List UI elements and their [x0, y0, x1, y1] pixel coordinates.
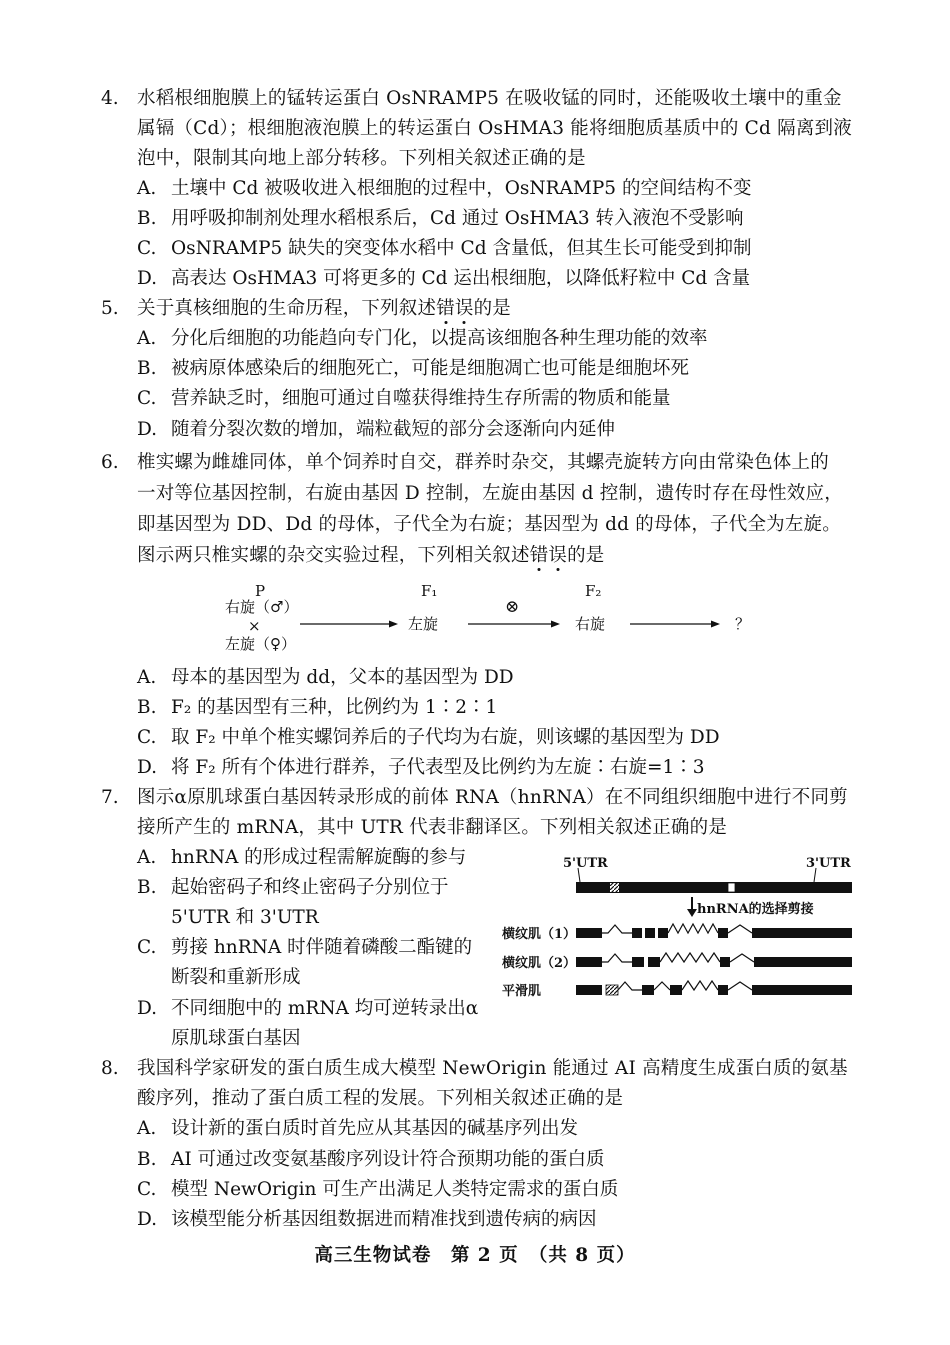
option-letter: C.: [137, 388, 157, 409]
question-stem-line: 接所产生的 mRNA，其中 UTR 代表非翻译区。下列相关叙述正确的是: [137, 817, 728, 838]
question-number: 8.: [101, 1058, 119, 1079]
stem-text: 的是: [473, 298, 512, 319]
stem-text: 关于真核细胞的生命历程，下列叙述: [137, 298, 437, 319]
option-letter: B.: [137, 208, 157, 229]
question-stem-line: 我国科学家研发的蛋白质生成大模型 NewOrigin 能通过 AI 高精度生成蛋白质的氨基: [137, 1058, 848, 1079]
emphasized-text: 误: [548, 545, 568, 566]
option-text: AI 可通过改变氨基酸序列设计符合预期功能的蛋白质: [171, 1149, 605, 1170]
question-number: 7.: [101, 787, 119, 808]
option-text: 母本的基因型为 dd，父本的基因型为 DD: [171, 667, 514, 688]
option-text: OsNRAMP5 缺失的突变体水稻中 Cd 含量低，但其生长可能受到抑制: [171, 238, 752, 259]
question-stem-line: 泡中，限制其向地上部分转移。下列相关叙述正确的是: [137, 148, 586, 169]
option-text: 剪接 hnRNA 时伴随着磷酸二酯键的: [171, 937, 473, 958]
option-letter: D.: [137, 419, 158, 440]
option-text: hnRNA 的形成过程需解旋酶的参与: [171, 847, 467, 868]
option-b: [137, 876, 449, 900]
option-text: 取 F₂ 中单个椎实螺饲养后的子代均为右旋，则该螺的基因型为 DD: [171, 727, 720, 748]
option-text: 用呼吸抑制剂处理水稻根系后，Cd 通过 OsHMA3 转入液泡不受影响: [171, 208, 744, 229]
option-letter: B.: [137, 358, 157, 379]
option-text: 不同细胞中的 mRNA 均可逆转录出α: [171, 998, 479, 1019]
utr3-label: 3'UTR: [806, 856, 851, 871]
option-text: 土壤中 Cd 被吸收进入根细胞的过程中，OsNRAMP5 的空间结构不变: [171, 178, 752, 199]
splicing-diagram: [570, 866, 860, 1006]
option-letter: C.: [137, 238, 157, 259]
option-c-continued: 断裂和重新形成: [171, 967, 301, 988]
option-letter: B.: [137, 1149, 157, 1170]
emphasized-text: 错: [529, 545, 549, 566]
option-text: 该模型能分析基因组数据进而精准找到遗传病的病因: [171, 1209, 597, 1230]
splice-label: hnRNA的选择剪接: [697, 902, 814, 917]
option-text: F₂ 的基因型有三种，比例约为 1∶2∶1: [171, 697, 498, 718]
f1-label: F₁: [421, 582, 438, 600]
mrna-row-striated-2: [576, 953, 852, 967]
option-letter: A.: [137, 667, 157, 688]
question-stem-line: 属镉（Cd）；根细胞液泡膜上的转运蛋白 OsHMA3 能将细胞质基质中的 Cd 隔离到液: [137, 118, 852, 139]
emphasized-text: 误: [454, 298, 474, 319]
question-stem-line: 即基因型为 DD、Dd 的母体，子代全为右旋；基因型为 dd 的母体，子代全为左旋。: [137, 514, 841, 535]
option-b: [137, 696, 497, 720]
self-cross-symbol: ⊗: [505, 597, 520, 617]
option-letter: D.: [137, 998, 158, 1019]
option-a: [137, 846, 466, 870]
stem-text: 图示两只椎实螺的杂交实验过程，下列相关叙述: [137, 545, 530, 566]
option-letter: B.: [137, 877, 157, 898]
option-letter: D.: [137, 1209, 158, 1230]
p-female-phenotype: 左旋（♀）: [225, 635, 296, 653]
row-label-striated-2: 横纹肌（2）: [502, 956, 577, 971]
option-text: 将 F₂ 所有个体进行群养，子代表型及比例约为左旋∶右旋=1∶3: [171, 757, 705, 778]
option-letter: A.: [137, 178, 157, 199]
option-c: [137, 936, 472, 960]
option-letter: A.: [137, 328, 157, 349]
question-number: 6.: [101, 452, 119, 473]
option-letter: D.: [137, 757, 158, 778]
question-stem-line: 椎实螺为雌雄同体，单个饲养时自交，群养时杂交，其螺壳旋转方向由常染色体上的: [137, 452, 829, 473]
emphasized-text: 错: [436, 298, 455, 319]
option-d: [137, 756, 705, 780]
option-text: 高表达 OsHMA3 可将更多的 Cd 运出根细胞，以降低籽粒中 Cd 含量: [171, 268, 751, 289]
option-letter: C.: [137, 937, 157, 958]
stem-text: 的是: [567, 545, 605, 566]
option-text: 被病原体感染后的细胞死亡，可能是细胞凋亡也可能是细胞坏死: [171, 358, 690, 379]
row-label-striated-1: 横纹肌（1）: [502, 927, 577, 942]
option-c: [137, 1178, 618, 1202]
page-footer: 高三生物试卷 第 2 页 （共 8 页）: [314, 1245, 636, 1266]
option-letter: C.: [137, 1179, 157, 1200]
option-letter: D.: [137, 268, 158, 289]
option-d-continued: 原肌球蛋白基因: [171, 1028, 301, 1049]
row-label-smooth: 平滑肌: [502, 984, 542, 999]
option-text: 营养缺乏时，细胞可通过自噬获得维持生存所需的物质和能量: [171, 388, 671, 409]
option-text: 设计新的蛋白质时首先应从其基因的碱基序列出发: [171, 1118, 579, 1139]
f2-label: F₂: [585, 582, 602, 600]
question-number: 5.: [101, 298, 119, 319]
option-b-continued: 5'UTR 和 3'UTR: [171, 907, 319, 928]
utr5-label: 5'UTR: [563, 856, 608, 871]
option-text: 模型 NewOrigin 可生产出满足人类特定需求的蛋白质: [171, 1179, 619, 1200]
option-d: [137, 997, 478, 1021]
cross-symbol: ×: [248, 617, 261, 635]
option-letter: C.: [137, 727, 157, 748]
option-a: [137, 666, 514, 690]
option-c: [137, 726, 720, 750]
option-text: 起始密码子和终止密码子分别位于: [171, 877, 449, 898]
question-stem-line: 一对等位基因控制，右旋由基因 D 控制，左旋由基因 d 控制，遗传时存在母性效应，: [137, 483, 843, 504]
question-stem-line: 水稻根细胞膜上的锰转运蛋白 OsNRAMP5 在吸收锰的同时，还能吸收土壤中的重金: [137, 88, 842, 109]
question-stem-line: 酸序列，推动了蛋白质工程的发展。下列相关叙述正确的是: [137, 1088, 624, 1109]
question-stem-line: 图示α原肌球蛋白基因转录形成的前体 RNA（hnRNA）在不同组织细胞中进行不同剪: [137, 787, 848, 808]
option-d: [137, 1208, 597, 1232]
option-letter: B.: [137, 697, 157, 718]
option-text: 随着分裂次数的增加，端粒截短的部分会逐渐向内延伸: [171, 419, 616, 440]
option-letter: A.: [137, 1118, 157, 1139]
option-a: [137, 1117, 578, 1141]
p-generation-label: P: [255, 582, 266, 600]
f2-phenotype: 右旋: [575, 615, 606, 633]
f1-phenotype: 左旋: [408, 615, 439, 633]
mrna-row-striated-1: [576, 924, 852, 938]
p-male-phenotype: 右旋（♂）: [225, 598, 299, 616]
unknown-result: ？: [735, 615, 751, 633]
option-b: [137, 1148, 605, 1172]
question-number: 4.: [101, 88, 119, 109]
option-text: 分化后细胞的功能趋向专门化，以提高该细胞各种生理功能的效率: [171, 328, 708, 349]
option-letter: A.: [137, 847, 157, 868]
mrna-row-smooth: [576, 981, 852, 995]
